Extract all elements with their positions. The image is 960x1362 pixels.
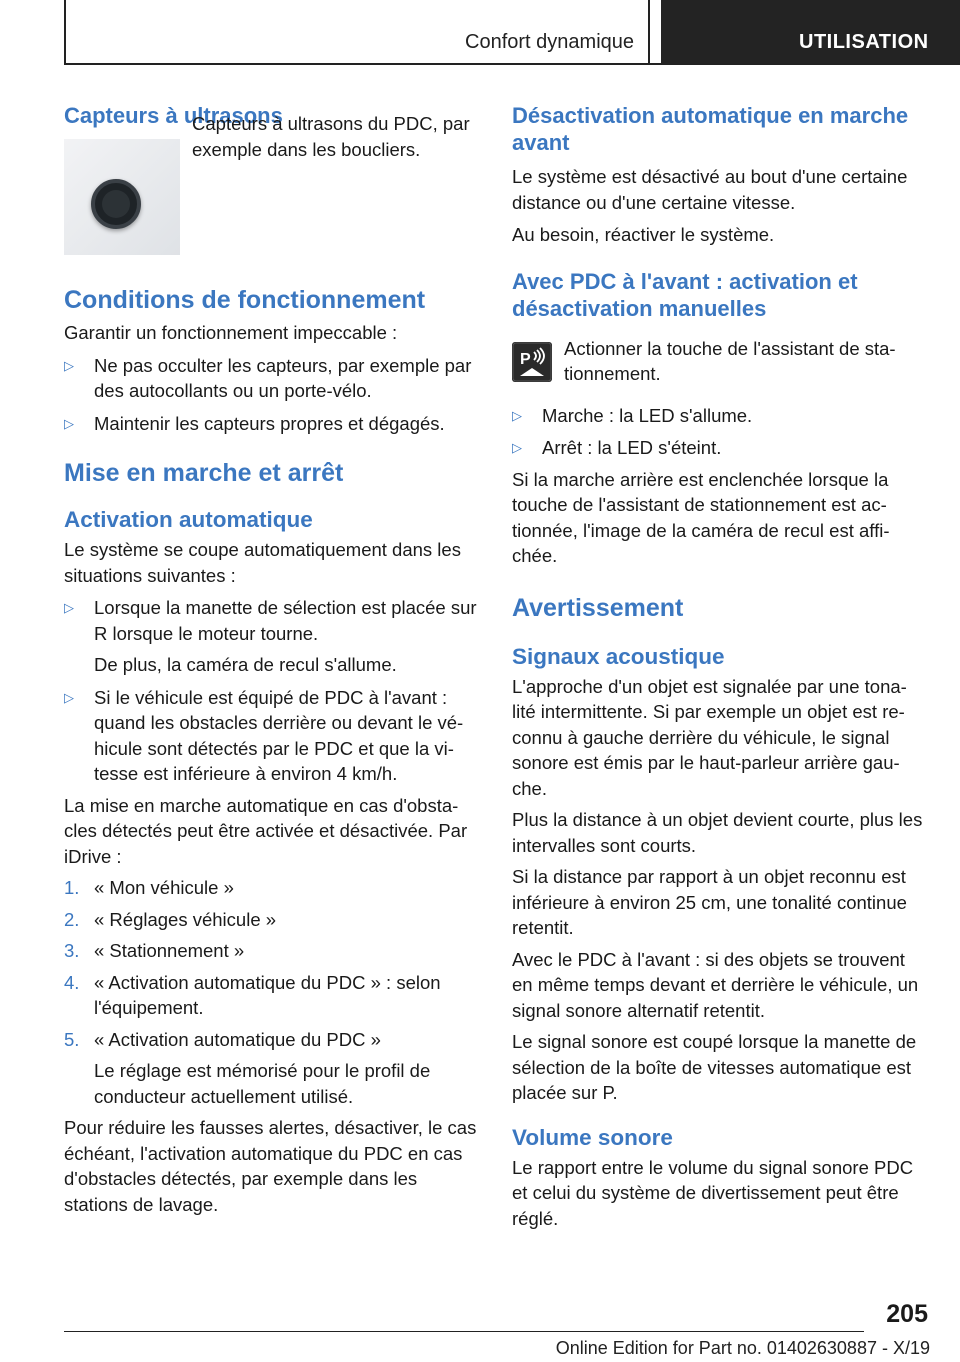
list-item: 3. « Stationnement » — [64, 940, 245, 961]
park-assist-button-icon — [512, 342, 552, 382]
bullet-triangle-icon: ▷ — [64, 357, 74, 373]
heading-warning: Avertissement — [512, 593, 684, 622]
list-item: ▷ Si le véhicule est équipé de PDC à l'avant : quand les obstacles derrière ou devant le vé- hicule sont détectés par le PDC et que la vi- tesse est inférieure à environ 4 km/h. — [64, 686, 464, 784]
acoustic-p1: L'approche d'un objet est signalée par une tona- lité intermittente. Si par exemple un objet est re- connu à gauche derrière du véhicule, le signal sonore est émis par le haut-parleur arrière gau- che. — [512, 675, 907, 799]
list-item: ▷ Arrêt : la LED s'éteint. — [512, 435, 930, 461]
bullet-triangle-icon: ▷ — [64, 689, 74, 705]
list-item: ▷ Marche : la LED s'allume. — [512, 403, 930, 429]
bullet-triangle-icon: ▷ — [512, 407, 522, 423]
header-border-mid — [648, 0, 650, 64]
front-after: Si la marche arrière est enclenchée lorsque la touche de l'assistant de stationnement est ac- tionnée, l'image de la caméra de recul est affi- chée. — [512, 468, 890, 566]
left-column — [64, 102, 482, 1217]
ultrasonic-sensor-icon — [91, 179, 141, 229]
svg-text:P: P — [520, 350, 531, 368]
header-section-title: Confort dynamique — [465, 31, 634, 53]
footer-divider — [64, 1331, 864, 1332]
heading-acoustic-signals: Signaux acoustique — [512, 643, 725, 669]
page-number: 205 — [886, 1300, 928, 1328]
pdc-button-figure — [512, 336, 930, 396]
volume-p1: Le rapport entre le volume du signal sonore PDC et celui du système de divertissement peut être réglé. — [512, 1156, 914, 1229]
footer-edition: Online Edition for Part no. 01402630887 - X/19 — [555, 1338, 930, 1358]
heading-front-pdc: Avec PDC à l'avant : activation et désactivation manuelles — [512, 268, 858, 321]
conditions-list — [64, 353, 482, 437]
pdc-button-text: Actionner la touche de l'assistant de sta- tionnement. — [564, 337, 896, 384]
heading-auto-deactivation: Désactivation automatique en marche avant — [512, 103, 909, 155]
list-item: 4. « Activation automatique du PDC » : selon l'équipement. — [64, 971, 441, 1018]
bullet-triangle-icon: ▷ — [64, 600, 74, 615]
front-led-list — [512, 403, 930, 461]
heading-operating-conditions: Conditions de fonctionnement — [64, 286, 426, 314]
autooff-p2: Au besoin, réactiver le système. — [512, 224, 775, 245]
sensor-photo — [64, 139, 180, 255]
header-chapter-tab: UTILISATION — [661, 0, 960, 63]
sensor-figure — [64, 113, 482, 257]
list-item: 5. « Activation automatique du PDC » Le réglage est mémorisé pour le profil de conducteur actuellement utilisé. — [64, 1028, 431, 1107]
auto-idrive-intro: La mise en marche automatique en cas d'obsta- cles détectés peut être activée et désactivée. Par iDrive : — [64, 794, 468, 867]
right-column — [512, 102, 930, 1231]
list-item: 2. « Réglages véhicule » — [64, 908, 277, 930]
heading-automatic-activation: Activation automatique — [64, 507, 313, 532]
auto-conditions-list — [64, 595, 482, 787]
auto-intro: Le système se coupe automatiquement dans les situations suivantes : — [64, 539, 461, 586]
idrive-steps — [64, 875, 482, 1109]
list-item: ▷ Lorsque la manette de sélection est placée sur R lorsque le moteur tourne. De plus, la caméra de recul s'allume. — [64, 597, 477, 675]
list-item: 1. « Mon véhicule » — [64, 877, 234, 898]
bullet-triangle-icon: ▷ — [64, 415, 74, 431]
heading-ultrasonic-sensors: Capteurs à ultrasons — [64, 103, 283, 128]
list-item: ▷ Ne pas occulter les capteurs, par exemple par des autocollants ou un porte-vélo. — [64, 354, 472, 401]
acoustic-p2: Plus la distance à un objet devient courte, plus les intervalles sont courts. — [512, 809, 923, 856]
acoustic-p3: Si la distance par rapport à un objet reconnu est inférieure à environ 25 cm, une tonalité continue retentit. — [512, 866, 907, 938]
heading-on-off: Mise en marche et arrêt — [64, 459, 344, 487]
acoustic-p4: Avec le PDC à l'avant : si des objets se trouvent en même temps devant et derrière le véhicule, un signal sonore alternatif retentit. — [512, 948, 919, 1021]
list-item: ▷ Maintenir les capteurs propres et dégagés. — [64, 411, 482, 437]
auto-closing: Pour réduire les fausses alertes, désactiver, le cas échéant, l'activation automatique du PDC en cas d'obstacles détectés, par exemple dans les stations de lavage. — [64, 1117, 477, 1215]
header-divider — [64, 63, 960, 65]
acoustic-p5: Le signal sonore est coupé lorsque la manette de sélection de la boîte de vitesses automatique est placée sur P. — [512, 1031, 917, 1103]
heading-volume: Volume sonore — [512, 1124, 673, 1150]
autooff-p1: Le système est désactivé au bout d'une certaine distance ou d'une certaine vitesse. — [512, 166, 908, 213]
bullet-triangle-icon: ▷ — [512, 440, 522, 455]
sensor-caption: Capteurs à ultrasons du PDC, par exemple dans les boucliers. — [192, 113, 470, 160]
conditions-intro: Garantir un fonctionnement impeccable : — [64, 322, 398, 343]
